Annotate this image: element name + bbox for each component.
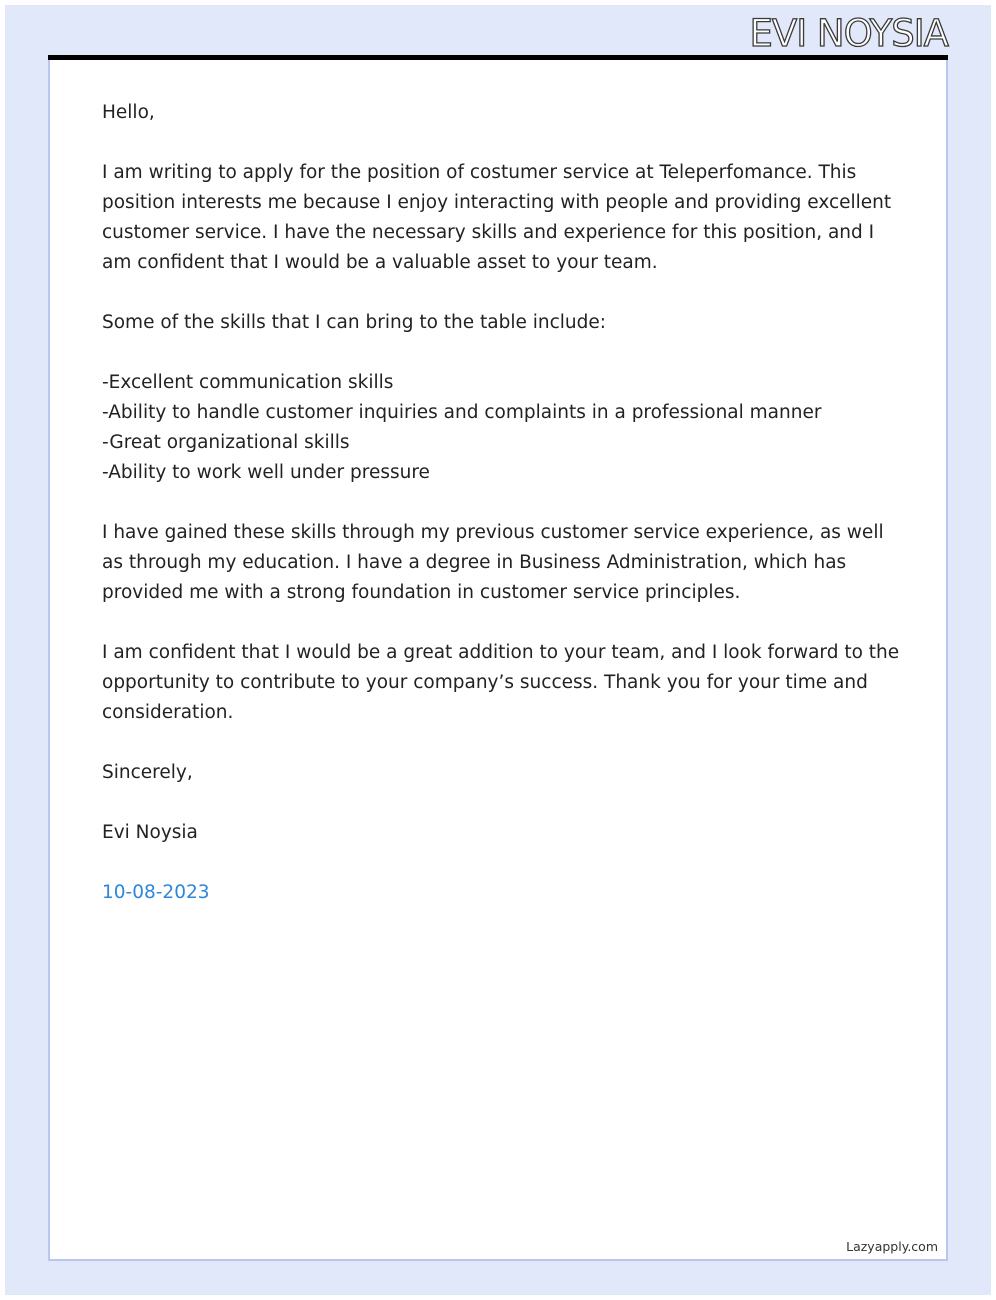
letter-greeting: Hello, — [102, 102, 155, 123]
paragraph-closing: I am confident that I would be a great addition to your team, and I look forward to the opportunity to contribute to your company’s success. Thank you for your time and consideration. — [102, 642, 900, 723]
paragraph-intro: I am writing to apply for the position of costumer service at Teleperfomance. This position interests me because I enjoy interacting with people and providing excellent customer service. I have the necessary skills and experience for this position, and I am confident that I would be a valuable asset to your team. — [102, 162, 892, 273]
watermark: Lazyapply.com — [846, 1239, 938, 1254]
letter-signoff: Sincerely, — [102, 762, 193, 783]
skills-intro: Some of the skills that I can bring to the table include: — [102, 312, 607, 333]
signature-name: Evi Noysia — [102, 822, 198, 843]
skill-item: -Excellent communication skills — [102, 372, 394, 393]
header-name: EVI NOYSIA — [749, 12, 948, 55]
skill-item: -Great organizational skills — [102, 432, 350, 453]
skills-list — [102, 368, 902, 488]
letter-date: 10-08-2023 — [102, 882, 210, 903]
skill-item: -Ability to work well under pressure — [102, 462, 430, 483]
paragraph-experience: I have gained these skills through my previous customer service experience, as well as through my education. I have a degree in Business Administration, which has provided me with a strong foundation in customer service principles. — [102, 522, 884, 603]
letter-body — [102, 98, 902, 938]
letter-page — [48, 60, 948, 1261]
skill-item: -Ability to handle customer inquiries and complaints in a professional manner — [102, 402, 822, 423]
